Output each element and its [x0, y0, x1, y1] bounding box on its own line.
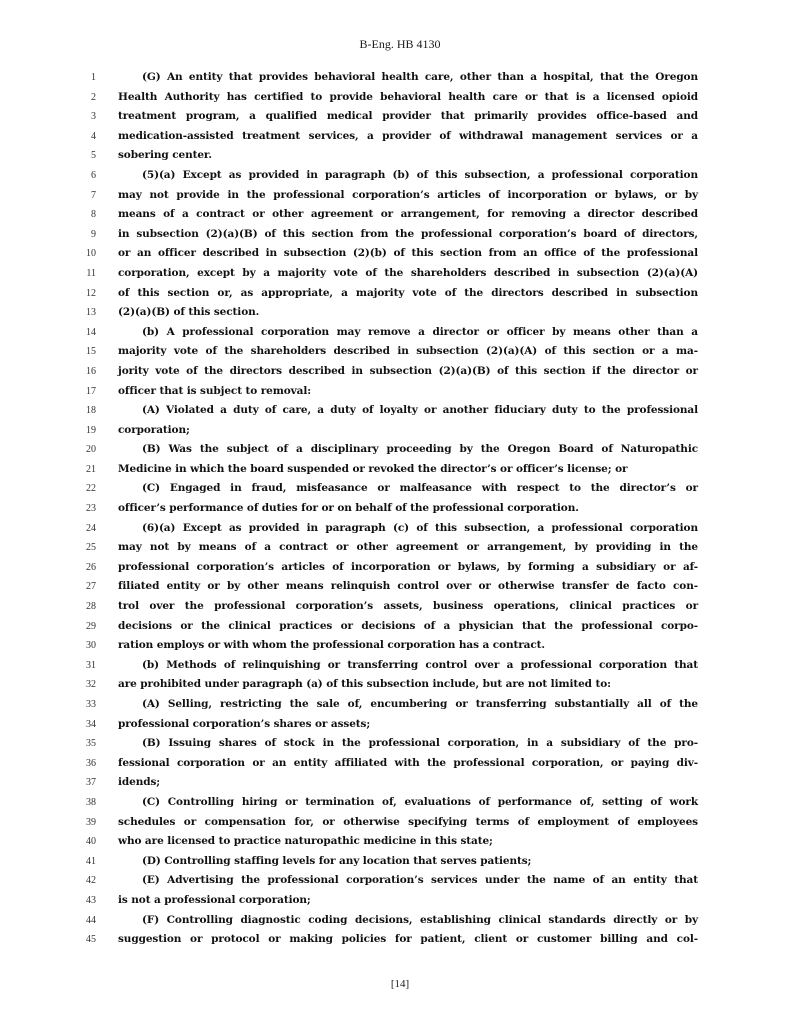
line-text: (2)(a)(B) of this section.: [118, 306, 260, 319]
line-number: 15: [86, 346, 96, 358]
line-number: 26: [86, 561, 96, 573]
text-line: [0, 440, 800, 460]
line-text: (A) Selling, restricting the sale of, encumbering or transferring substantially all of the: [142, 698, 698, 710]
text-line: [0, 166, 800, 186]
text-line: [0, 460, 800, 480]
text-line: [0, 715, 800, 735]
line-text: means of a contract or other agreement or arrangement, for removing a director described: [118, 208, 698, 221]
line-text: officer that is subject to removal:: [118, 384, 312, 397]
text-line: [0, 911, 800, 931]
line-number: 24: [86, 522, 96, 534]
line-text: (B) Was the subject of a disciplinary proceeding by the Oregon Board of Naturopathic: [142, 443, 698, 456]
text-line: [0, 773, 800, 793]
line-text: corporation, except by a majority vote of the shareholders described in subsection (2)(a)(A): [118, 266, 698, 279]
text-line: [0, 538, 800, 558]
line-number: 11: [86, 267, 96, 279]
line-number: 6: [91, 169, 96, 181]
line-number: 13: [86, 307, 96, 319]
text-line: [0, 519, 800, 539]
line-text: is not a professional corporation;: [118, 893, 311, 906]
line-text: (C) Controlling hiring or termination of, evaluations of performance of, setting of work: [142, 795, 698, 808]
line-number: 14: [86, 326, 96, 338]
line-number: 27: [86, 581, 96, 593]
line-number: 37: [86, 777, 96, 789]
line-text: or an officer described in subsection (2)(b) of this section from an office of the professional: [118, 247, 698, 260]
line-text: (G) An entity that provides behavioral health care, other than a hospital, that the Oregon: [142, 71, 698, 83]
line-number: 42: [86, 875, 96, 887]
text-line: [0, 636, 800, 656]
text-line: [0, 186, 800, 206]
line-number: 22: [86, 483, 96, 495]
text-line: [0, 871, 800, 891]
text-line: [0, 107, 800, 127]
line-number: 10: [86, 248, 96, 260]
line-number: 29: [86, 620, 96, 632]
text-line: [0, 205, 800, 225]
line-number: 2: [91, 91, 96, 103]
line-text: (F) Controlling diagnostic coding decisions, establishing clinical standards directly or by: [142, 913, 698, 926]
text-line: [0, 695, 800, 715]
line-text: Medicine in which the board suspended or revoked the director’s or officer’s license; or: [118, 462, 628, 475]
line-text: jority vote of the directors described in subsection (2)(a)(B) of this section if the director or: [118, 364, 698, 377]
line-number: 39: [86, 816, 96, 828]
line-number: 28: [86, 601, 96, 613]
line-text: officer’s performance of duties for or on behalf of the professional corporation.: [118, 502, 579, 515]
text-line: [0, 68, 800, 88]
line-number: 23: [86, 503, 96, 515]
line-text: professional corporation’s articles of incorporation or bylaws, by forming a subsidiary or af-: [118, 560, 698, 573]
line-text: may not by means of a contract or other agreement or arrangement, by providing in the: [118, 541, 698, 554]
text-line: [0, 499, 800, 519]
line-text: in subsection (2)(a)(B) of this section from the professional corporation’s board of directors,: [118, 227, 698, 240]
line-text: of this section or, as appropriate, a majority vote of the directors described in subsection: [118, 286, 698, 299]
text-line: [0, 342, 800, 362]
text-line: [0, 479, 800, 499]
line-text: majority vote of the shareholders described in subsection (2)(a)(A) of this section or a ma-: [118, 345, 698, 358]
line-number: 25: [86, 542, 96, 554]
line-text: (B) Issuing shares of stock in the professional corporation, in a subsidiary of the pro-: [142, 737, 698, 750]
line-text: ration employs or with whom the professional corporation has a contract.: [118, 639, 545, 652]
text-line: [0, 930, 800, 950]
text-line: [0, 656, 800, 676]
line-number: 33: [86, 699, 96, 710]
line-number: 43: [86, 894, 96, 906]
line-number: 16: [86, 365, 96, 377]
line-number: 32: [86, 679, 96, 691]
text-line: [0, 558, 800, 578]
line-text: suggestion or protocol or making policies for patient, client or customer billing and col-: [118, 933, 698, 946]
line-text: may not provide in the professional corporation’s articles of incorporation or bylaws, or by: [118, 188, 698, 201]
text-line: [0, 401, 800, 421]
page-header: B-Eng. HB 4130: [359, 37, 441, 51]
line-text: decisions or the clinical practices or decisions of a physician that the professional corpo-: [118, 619, 698, 632]
line-text: (6)(a) Except as provided in paragraph (c) of this subsection, a professional corporation: [142, 521, 698, 534]
line-number: 21: [86, 463, 96, 475]
line-text: trol over the professional corporation’s assets, business operations, clinical practices or: [118, 600, 698, 613]
text-line: [0, 754, 800, 774]
line-number: 20: [86, 444, 96, 456]
line-text: fessional corporation or an entity affiliated with the professional corporation, or paying div-: [118, 756, 698, 769]
line-number: 4: [91, 130, 96, 142]
line-number: 45: [86, 934, 96, 946]
line-number: 34: [86, 718, 96, 730]
line-number: 8: [91, 209, 96, 221]
document-body: [0, 68, 800, 950]
line-number: 44: [86, 914, 96, 926]
line-number: 18: [86, 405, 96, 417]
line-number: 12: [86, 287, 96, 299]
text-line: [0, 675, 800, 695]
line-text: schedules or compensation for, or otherwise specifying terms of employment of employees: [118, 815, 698, 828]
line-text: filiated entity or by other means relinquish control over or otherwise transfer de facto con-: [118, 580, 698, 593]
line-text: idends;: [118, 776, 161, 789]
text-line: [0, 225, 800, 245]
line-text: (D) Controlling staffing levels for any location that serves patients;: [142, 854, 532, 867]
text-line: [0, 284, 800, 304]
line-number: 19: [86, 424, 96, 436]
text-line: [0, 303, 800, 323]
line-text: are prohibited under paragraph (a) of this subsection include, but are not limited to:: [118, 678, 611, 691]
line-text: who are licensed to practice naturopathic medicine in this state;: [118, 835, 493, 848]
line-text: medication-assisted treatment services, a provider of withdrawal management services or a: [118, 129, 698, 142]
text-line: [0, 793, 800, 813]
line-number: 40: [86, 836, 96, 848]
line-number: 38: [86, 796, 96, 808]
text-line: [0, 734, 800, 754]
page-number: [14]: [390, 978, 410, 990]
line-text: (b) A professional corporation may remove a director or officer by means other than a: [142, 325, 698, 338]
text-line: [0, 146, 800, 166]
line-number: 41: [86, 855, 96, 867]
line-number: 3: [91, 111, 96, 123]
line-text: treatment program, a qualified medical provider that primarily provides office-based and: [118, 110, 698, 123]
line-number: 5: [91, 150, 96, 162]
line-number: 35: [86, 738, 96, 750]
line-number: 31: [86, 659, 96, 671]
text-line: [0, 382, 800, 402]
line-number: 36: [86, 757, 96, 769]
text-line: [0, 577, 800, 597]
line-number: 30: [86, 640, 96, 652]
text-line: [0, 362, 800, 382]
line-text: sobering center.: [118, 149, 212, 162]
line-text: Health Authority has certified to provide behavioral health care or that is a licensed opioid: [118, 90, 698, 103]
text-line: [0, 323, 800, 343]
text-line: [0, 852, 800, 872]
line-text: (A) Violated a duty of care, a duty of loyalty or another fiduciary duty to the professional: [142, 404, 698, 417]
text-line: [0, 264, 800, 284]
line-text: (b) Methods of relinquishing or transferring control over a professional corporation that: [142, 658, 698, 671]
text-line: [0, 891, 800, 911]
line-text: (C) Engaged in fraud, misfeasance or malfeasance with respect to the director’s or: [142, 482, 698, 495]
line-text: corporation;: [118, 423, 190, 436]
line-text: professional corporation’s shares or assets;: [118, 717, 371, 730]
text-line: [0, 244, 800, 264]
text-line: [0, 617, 800, 637]
text-line: [0, 832, 800, 852]
text-line: [0, 597, 800, 617]
text-line: [0, 88, 800, 108]
line-text: (E) Advertising the professional corporation’s services under the name of an entity that: [142, 874, 698, 887]
line-number: 1: [91, 72, 96, 83]
line-number: 7: [91, 189, 96, 201]
line-number: 9: [91, 228, 96, 240]
text-line: [0, 813, 800, 833]
text-line: [0, 127, 800, 147]
line-text: (5)(a) Except as provided in paragraph (b) of this subsection, a professional corporation: [142, 168, 698, 181]
line-number: 17: [86, 385, 96, 397]
text-line: [0, 421, 800, 441]
